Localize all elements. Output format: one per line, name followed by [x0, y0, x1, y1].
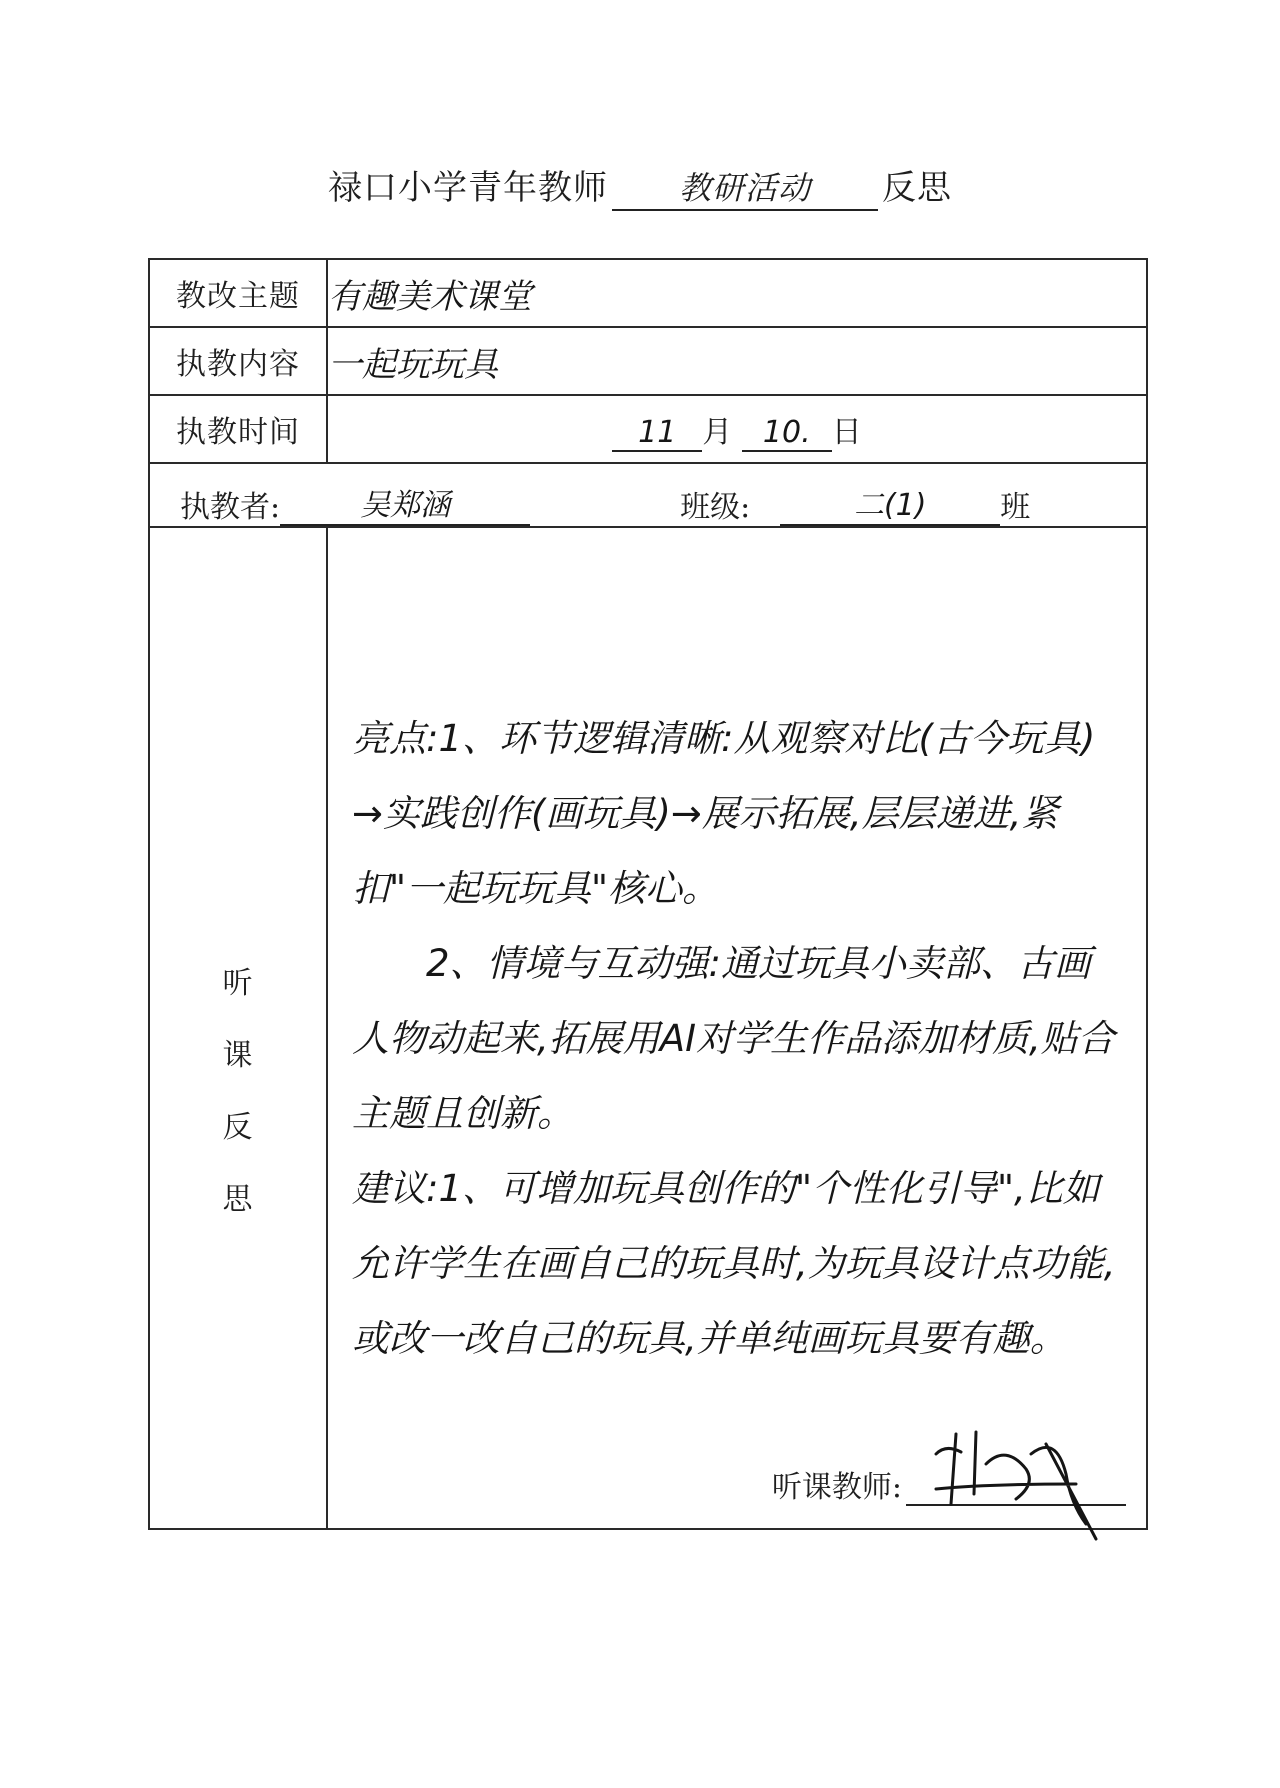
class-label: 班级: — [680, 490, 751, 525]
reflection-paragraph-2: 2、情境与互动强:通过玩具小卖部、古画人物动起来,拓展用AI对学生作品添加材质,贴合主题且创新。 — [352, 941, 1115, 1135]
theme-value: 有趣美术课堂 — [327, 259, 1147, 327]
reflection-body-cell — [327, 527, 1147, 1529]
reflection-table — [148, 258, 1148, 1530]
month-unit: 月 — [702, 414, 733, 450]
day-unit: 日 — [831, 414, 862, 450]
signature-line — [906, 1444, 1126, 1506]
teacher-value: 吴郑涵 — [280, 480, 530, 526]
time-value-cell — [327, 395, 1147, 463]
theme-label: 教改主题 — [149, 259, 327, 327]
observer-signature — [772, 1444, 1126, 1506]
reflection-side-label — [149, 527, 327, 1529]
title-prefix: 禄口小学青年教师 — [328, 168, 608, 208]
side-char-3: 反 — [222, 1110, 254, 1145]
side-char-1: 听 — [222, 966, 254, 1001]
reflection-text — [328, 681, 1146, 1376]
content-label: 执教内容 — [149, 327, 327, 395]
handwritten-signature-mark — [916, 1414, 1116, 1544]
teacher-label: 执教者: — [180, 490, 281, 525]
content-value: 一起玩玩具 — [327, 327, 1147, 395]
side-char-4: 思 — [222, 1182, 254, 1217]
class-unit: 班 — [1000, 490, 1031, 525]
title-suffix: 反思 — [882, 168, 952, 208]
reflection-paragraph-1: 亮点:1、环节逻辑清晰:从观察对比(古今玩具)→实践创作(画玩具)→展示拓展,层层递进,紧扣"一起玩玩具"核心。 — [352, 716, 1096, 910]
reflection-paragraph-3: 建议:1、可增加玩具创作的"个性化引导",比如允许学生在画自己的玩具时,为玩具设计点功能,或改一改自己的玩具,并单纯画玩具要有趣。 — [352, 1166, 1116, 1360]
title-handwritten-fill: 教研活动 — [612, 163, 878, 211]
time-label: 执教时间 — [149, 395, 327, 463]
teacher-class-row — [149, 463, 1147, 527]
form-title — [0, 160, 1280, 211]
date-day: 10. — [742, 415, 832, 452]
date-month: 11 — [612, 415, 702, 452]
observer-label: 听课教师: — [771, 1470, 902, 1505]
side-char-2: 课 — [222, 1038, 254, 1073]
class-value: 二(1) — [780, 480, 1000, 526]
teaching-date — [328, 407, 1146, 452]
